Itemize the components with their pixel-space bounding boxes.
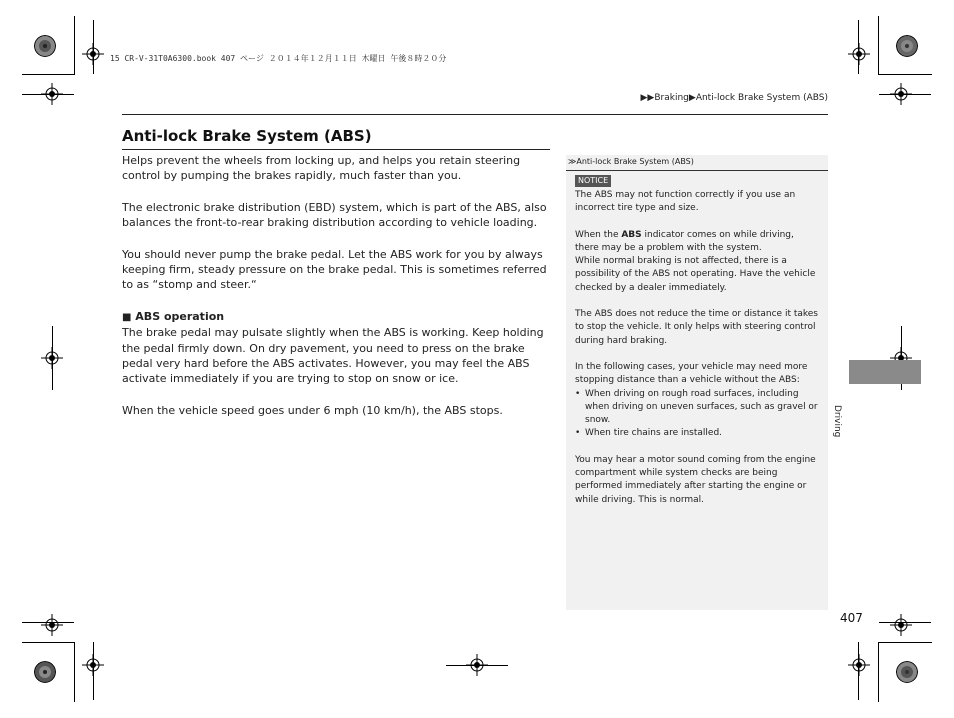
crop-mark [74,16,75,74]
crop-mark [22,74,75,75]
color-disc-icon [896,35,918,57]
breadcrumb-section[interactable]: Braking [654,93,689,103]
breadcrumb [641,93,828,103]
page-number: 407 [840,611,863,625]
registration-target-icon [848,654,870,676]
registration-target-icon [41,347,63,369]
registration-target-icon [41,83,63,105]
double-chevron-icon: ≫ [568,157,577,166]
subheading-text: ABS operation [135,309,225,323]
section-tab [849,360,921,384]
list-item: • When driving on rough road surfaces, including when driving on uneven surfaces, such as gravel or snow. [575,388,819,428]
notice-badge: NOTICE [575,175,611,187]
registration-target-icon [890,614,912,636]
note-motor-sound: You may hear a motor sound coming from the engine compartment while system checks are being performed immediately after starting the engine or while driving. This is normal. [575,454,816,505]
registration-target-icon [890,83,912,105]
paragraph-speed: When the vehicle speed goes under 6 mph (10 km/h), the ABS stops. [122,403,503,417]
paragraph-intro: Helps prevent the wheels from locking up, and helps you retain steering control by pumping the brakes rapidly, much faster than you. [122,154,521,183]
section-tab-label: Driving [832,405,842,438]
crop-mark [74,642,75,702]
color-disc-icon [34,661,56,683]
paragraph-operation: The brake pedal may pulsate slightly when the ABS is working. Keep holding the pedal firmly down. On dry pavement, you need to press on the brake pedal very hard before the ABS activates. However, you may feel the ABS activate immediately if you are trying to stop on snow or ice. [122,326,544,386]
subheading-abs-operation [122,309,552,325]
registration-target-icon [466,654,488,676]
title-rule [122,149,550,150]
breadcrumb-current: Anti-lock Brake System (ABS) [695,93,828,103]
list-item: • When tire chains are installed. [575,427,819,440]
registration-target-icon [82,654,104,676]
crop-mark [22,642,75,643]
crop-mark [878,74,932,75]
note-stopping: The ABS does not reduce the time or distance it takes to stop the vehicle. It only helps with steering control during hard braking. [575,309,818,346]
note-cases-list [575,388,819,441]
notice-text: The ABS may not function correctly if you use an incorrect tire type and size. [575,190,796,214]
note-cases-intro: In the following cases, your vehicle may need more stopping distance than a vehicle without the ABS: [575,361,808,386]
page-title: Anti-lock Brake System (ABS) [122,127,372,145]
registration-target-icon [848,43,870,65]
paragraph-ebd: The electronic brake distribution (EBD) system, which is part of the ABS, also balances the front-to-rear braking distribution according to vehicle loading. [122,200,547,230]
sidebar-header [566,155,828,171]
note-indicator-bold: ABS [621,229,642,240]
crop-mark [878,16,879,74]
breadcrumb-arrows-icon: ▶▶ [640,93,655,103]
square-bullet-icon: ■ [122,311,132,323]
note-indicator [575,229,819,295]
sidebar-header-text: Anti-lock Brake System (ABS) [576,157,694,166]
note-indicator-line2: While normal braking is not affected, there is a possibility of the ABS not operating. Have the vehicle checked by a dealer immediately. [575,256,816,293]
sidebar-body [575,175,819,520]
note-indicator-post: indicator comes on while driving, there may be a problem with the system. [575,229,794,253]
registration-target-icon [82,43,104,65]
print-header-meta: 15 CR-V-31T0A6300.book 407 ページ ２０１４年１２月１１日 木曜日 午後８時２０分 [110,54,447,63]
note-indicator-pre: When the [575,229,622,240]
color-disc-icon [896,661,918,683]
paragraph-pump-warning: You should never pump the brake pedal. Let the ABS work for you by always keeping firm, steady pressure on the brake pedal. This is sometimes referred to as “stomp and steer.“ [122,247,547,292]
registration-target-icon [41,614,63,636]
sidebar-notes [566,155,828,610]
color-disc-icon [34,35,56,57]
crop-mark [878,642,879,702]
breadcrumb-separator-icon: ▶ [688,93,696,103]
header-rule [122,114,828,115]
main-content [122,153,552,434]
crop-mark [878,642,932,643]
